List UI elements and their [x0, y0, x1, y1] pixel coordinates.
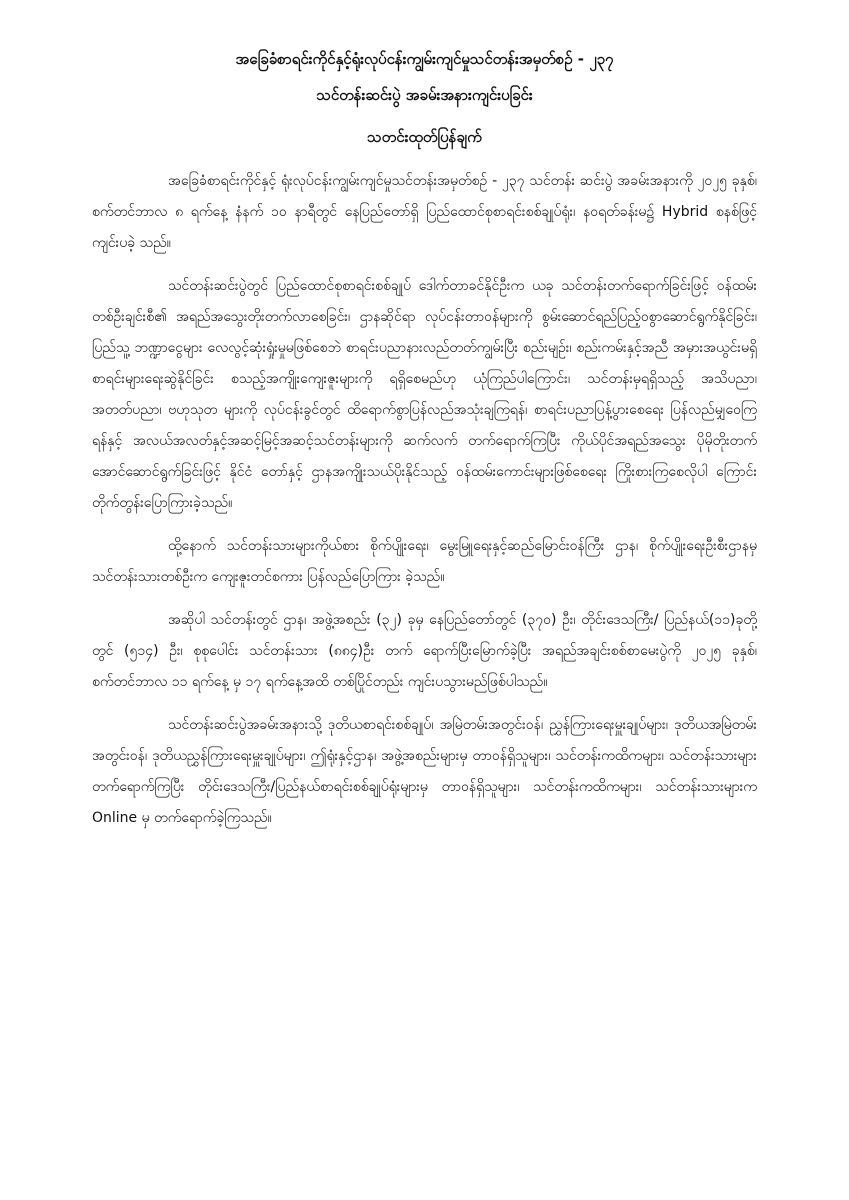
paragraph-4: အဆိုပါ သင်တန်းတွင် ဌာန၊ အဖွဲ့အစည်း (၃၂) ခုမှ နေပြည်တော်တွင် (၃၇၀) ဦး၊ တိုင်းဒေသကြီး/ ပြည်နယ်(၁၁)ခုတို့တွင် (၅၁၄) ဦး၊ စုစုပေါင်း သင်တန်းသား (၈၈၄)ဦး တက် ရောက်ပြီးမြောက်ခဲ့ပြီး အရည်အချင်းစစ်စာမေးပွဲကို ၂၀၂၅ ခုနှစ်၊ စက်တင်ဘာလ ၁၁ ရက်နေ့ မှ ၁၇ ရက်နေ့အထိ တစ်ပြိုင်တည်း ကျင်းပသွားမည်ဖြစ်ပါသည်။ — [92, 612, 757, 690]
document-title-line-1: အခြေခံစာရင်းကိုင်နှင့်ရုံးလုပ်ငန်းကျွမ်းကျင်မှုသင်တန်းအမှတ်စဉ် - ၂၃၇ — [235, 50, 614, 68]
paragraph-2: သင်တန်းဆင်းပွဲတွင် ပြည်ထောင်စုစာရင်းစစ်ချုပ် ဒေါက်တာခင်နိုင်ဦးက ယခု သင်တန်းတက်ရောက်ခြင်းဖြင့် ဝန်ထမ်းတစ်ဦးချင်းစီ၏ အရည်အသွေးတိုးတက်လာစေခြင်း၊ ဌာနဆိုင်ရာ လုပ်ငန်းတာဝန်များကို စွမ်းဆောင်ရည်ပြည့်ဝစွာဆောင်ရွက်နိုင်ခြင်း၊ ပြည်သူ့ ဘဏ္ဍာငွေများ လေလွင့်ဆုံးရှုံးမှုမဖြစ်စေဘဲ စာရင်းပညာနားလည်တတ်ကျွမ်းပြီး စည်းမျဉ်း၊ စည်းကမ်းနှင့်အညီ အမှားအယွင်းမရှိ စာရင်းများရေးဆွဲနိုင်ခြင်း စသည့်အကျိုးကျေးဇူးများကို ရရှိစေမည်ဟု ယုံကြည်ပါကြောင်း၊ သင်တန်းမှရရှိသည့် အသိပညာ၊ အတတ်ပညာ၊ ဗဟုသုတ များကို လုပ်ငန်းခွင်တွင် ထိရောက်စွာပြန်လည်အသုံးချကြရန်၊ စာရင်းပညာပြန့်ပွားစေရေး ပြန်လည်မျှဝေကြရန်နှင့် အလယ်အလတ်နှင့်အဆင့်မြင့်အဆင့်သင်တန်းများကို ဆက်လက် တက်ရောက်ကြပြီး ကိုယ်ပိုင်အရည်အသွေး ပိုမိုတိုးတက်အောင်ဆောင်ရွက်ခြင်းဖြင့် နိုင်ငံ တော်နှင့် ဌာနအကျိုးသယ်ပိုးနိုင်သည့် ဝန်ထမ်းကောင်းများဖြစ်စေရေး ကြိုးစားကြစေလိုပါ ကြောင်း တိုက်တွန်းပြောကြားခဲ့သည်။ — [92, 278, 757, 511]
paragraph-1: အခြေခံစာရင်းကိုင်နှင့် ရုံးလုပ်ငန်းကျွမ်းကျင်မှုသင်တန်းအမှတ်စဉ် - ၂၃၇ သင်တန်း ဆင်းပွဲ အခမ်းအနားကို ၂၀၂၅ ခုနှစ်၊ စက်တင်ဘာလ ၈ ရက်နေ့ နံနက် ၁၀ နာရီတွင် နေပြည်တော်ရှိ ပြည်ထောင်စုစာရင်းစစ်ချုပ်ရုံး၊ နဝရတ်ခန်းမ၌ Hybrid စနစ်ဖြင့် ကျင်းပခဲ့ သည်။ — [92, 173, 757, 251]
paragraph-3: ထို့နောက် သင်တန်းသားများကိုယ်စား စိုက်ပျိုးရေး၊ မွေးမြူရေးနှင့်ဆည်မြောင်းဝန်ကြီး ဌာန၊ စိုက်ပျိုးရေးဦးစီးဌာနမှ သင်တန်းသားတစ်ဦးက ကျေးဇူးတင်စကား ပြန်လည်ပြောကြား ခဲ့သည်။ — [92, 538, 757, 585]
document-title-line-3: သတင်းထုတ်ပြန်ချက် — [367, 128, 482, 146]
document-title-line-2: သင်တန်းဆင်းပွဲ အခမ်းအနားကျင်းပခြင်း — [316, 86, 533, 104]
paragraph-5: သင်တန်းဆင်းပွဲအခမ်းအနားသို့ ဒုတိယစာရင်းစစ်ချုပ်၊ အမြဲတမ်းအတွင်းဝန်၊ ညွှန်ကြားရေးမှူးချုပ်များ၊ ဒုတိယအမြဲတမ်းအတွင်းဝန်၊ ဒုတိယညွှန်ကြားရေးမှူးချုပ်များ၊ ဤရုံးနှင့်ဌာန၊ အဖွဲ့အစည်းများမှ တာဝန်ရှိသူများ၊ သင်တန်းကထိကများ၊ သင်တန်းသားများ တက်ရောက်ကြပြီး တိုင်းဒေသကြီး/ပြည်နယ်စာရင်းစစ်ချုပ်ရုံးများမှ တာဝန်ရှိသူများ၊ သင်တန်းကထိကများ၊ သင်တန်းသားများက Online မှ တက်ရောက်ခဲ့ကြသည်။ — [92, 717, 757, 826]
